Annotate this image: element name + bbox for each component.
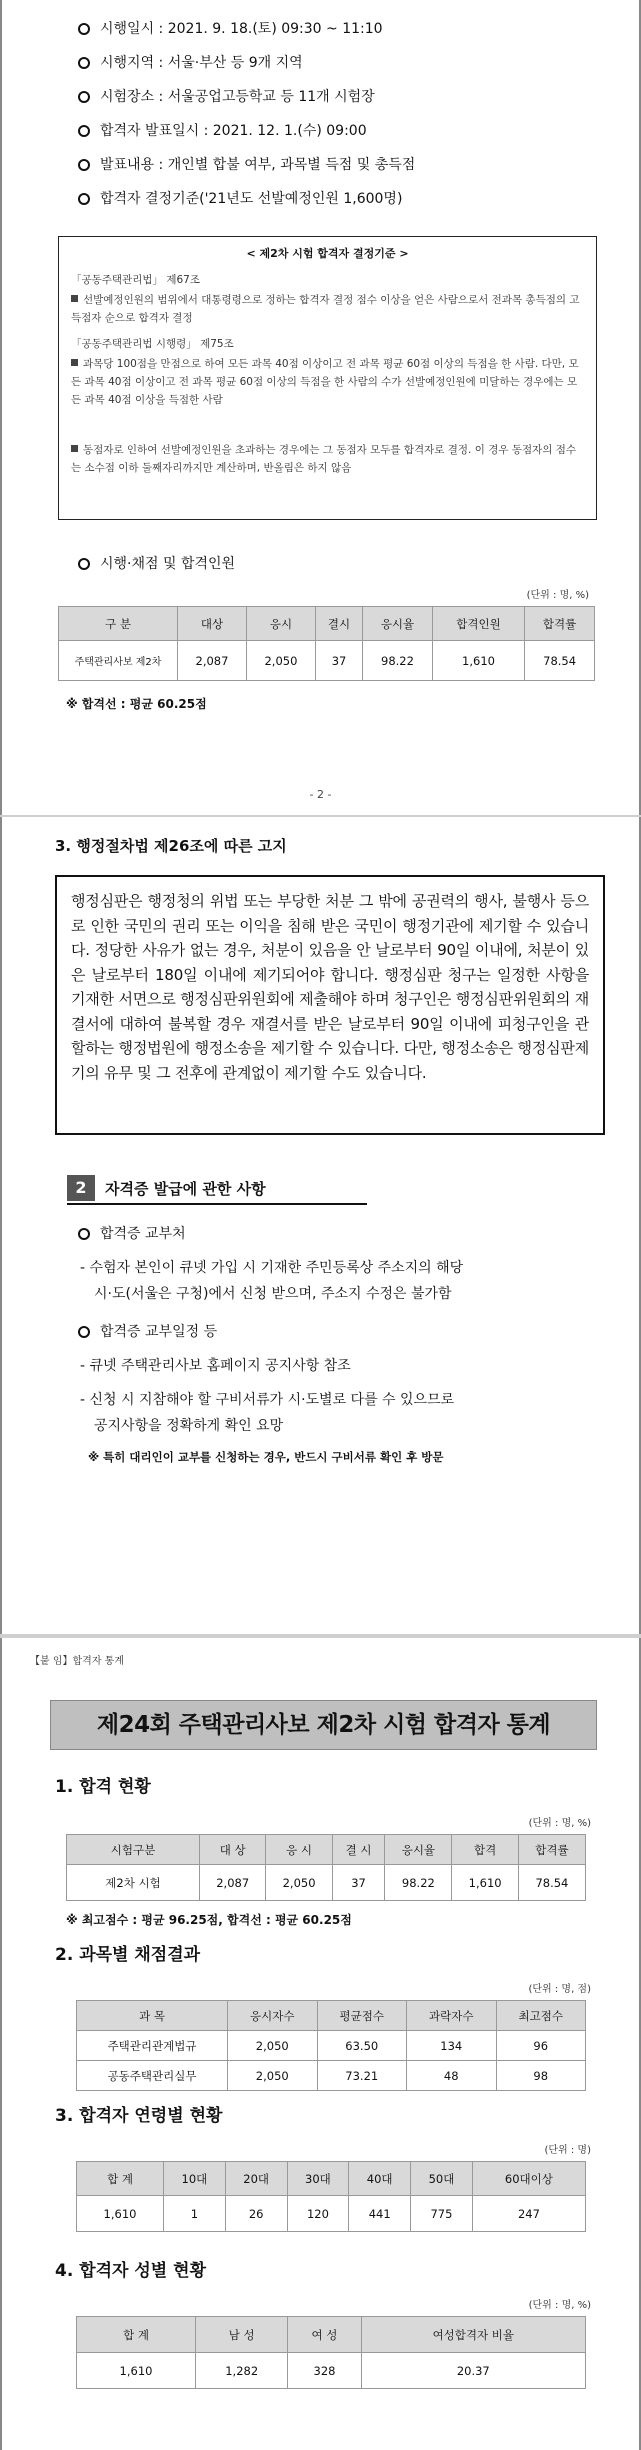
stats-header: 결시 [315, 607, 362, 641]
item-issue-place: 합격증 교부처 [78, 1223, 186, 1243]
document-page-3 [0, 817, 641, 1634]
bullet-pass-criteria: 합격자 결정기준('21년도 선발예정인원 1,600명) [78, 188, 402, 208]
subject-results-table: 과 목 응시자수 평균점수 과락자수 최고점수 주택관리관계법규 2,050 63.50 134 96 공동주택관리실무 2,050 73.21 48 98 [76, 2000, 586, 2091]
circle-bullet-icon [78, 1228, 90, 1240]
criteria-box-title: < 제2차 시험 합격자 결정기준 > [246, 247, 409, 260]
circle-bullet-icon [78, 125, 90, 137]
stats-header: 대상 [178, 607, 247, 641]
stats-header: 구 분 [59, 607, 178, 641]
s1-unit: (단위 : 명, %) [528, 1818, 591, 1829]
stats-table [58, 606, 595, 681]
circle-bullet-icon [78, 57, 90, 69]
stats-header: 응시 [246, 607, 315, 641]
criteria-law2: 「공동주택관리법 시행령」 제75조 [71, 338, 234, 350]
square-bullet-icon [71, 445, 78, 452]
special-note: ※ 특히 대리인이 교부를 신청하는 경우, 반드시 구비서류 확인 후 방문 [88, 1450, 444, 1464]
document-page-2 [0, 0, 641, 815]
circle-bullet-icon [78, 23, 90, 35]
bullet-exam-date: 시행일시 : 2021. 9. 18.(토) 09:30 ~ 11:10 [78, 18, 383, 38]
main-title: 제24회 주택관리사보 제2차 시험 합격자 통계 [50, 1700, 597, 1750]
circle-bullet-icon [78, 558, 90, 570]
circle-bullet-icon [78, 159, 90, 171]
document-page-attachment [0, 1638, 641, 2450]
section2-underline [67, 1203, 367, 1205]
circle-bullet-icon [78, 91, 90, 103]
pass-status-table: 시험구분 대 상 응 시 결 시 응시율 합격 합격률 제2차 시험 2,087 2,050 37 98.22 1,610 78.54 [66, 1834, 586, 1901]
attachment-label: 【붙 임】합격자 통계 [30, 1656, 124, 1667]
s4-title: 4. 합격자 성별 현황 [55, 2261, 206, 2281]
cutoff-note: ※ 합격선 : 평균 60.25점 [66, 697, 207, 711]
square-bullet-icon [71, 359, 78, 366]
s1-note: ※ 최고점수 : 평균 96.25점, 합격선 : 평균 60.25점 [66, 1913, 352, 1927]
table-row: 1,610 1 26 120 441 775 247 [77, 2196, 586, 2232]
pass-criteria-box [58, 236, 597, 520]
issue-schedule-line2b: 공지사항을 정확하게 확인 요망 [94, 1418, 284, 1434]
section-number-badge: 2 [67, 1175, 95, 1201]
age-stats-table: 합 계 10대 20대 30대 40대 50대 60대이상 1,610 1 26 120 441 775 247 [76, 2161, 586, 2232]
circle-bullet-icon [78, 1326, 90, 1338]
s3-unit: (단위 : 명) [544, 2145, 591, 2156]
s2-unit: (단위 : 명, 점) [528, 1984, 591, 1995]
s4-unit: (단위 : 명, %) [528, 2300, 591, 2311]
table-row: 1,610 1,282 328 20.37 [77, 2353, 586, 2389]
table-row: 주택관리관계법규 2,050 63.50 134 96 [77, 2031, 586, 2061]
s1-title: 1. 합격 현황 [55, 1777, 151, 1797]
issue-schedule-line2a: - 신청 시 지참해야 할 구비서류가 시·도별로 다를 수 있으므로 [80, 1392, 455, 1408]
circle-bullet-icon [78, 193, 90, 205]
issue-schedule-line1: - 큐넷 주택관리사보 홈페이지 공지사항 참조 [80, 1358, 351, 1374]
stats-header: 응시율 [363, 607, 433, 641]
bullet-announce-date: 합격자 발표일시 : 2021. 12. 1.(수) 09:00 [78, 120, 367, 140]
administrative-notice-box: 행정심판은 행정청의 위법 또는 부당한 처분 그 밖에 공권력의 행사, 불행사 등으로 인한 국민의 권리 또는 이익을 침해 받은 국민이 행정기관에 제기할 수 있습니다. 정당한 사유가 없는 경우, 처분이 있음을 안 날로부터 90일 이내에, 처분이 있은 날로부터 180일 이내에 제기되어야 합니다. 행정심판 청구는 일정한 사항을 기재한 서면으로 행정심판위원회에 제출해야 하며 청구인은 행정심판위원회의 재결서에 대하여 불복할 경우 재결서를 받은 날로부터 90일 이내에 피청구인을 관할하는 행정법원에 행정소송을 제기할 수 있습니다. 다만, 행정소송은 행정심판제기의 유무 및 그 전후에 관계없이 제기할 수도 있습니다. [55, 875, 605, 1135]
table-row: 제2차 시험 2,087 2,050 37 98.22 1,610 78.54 [67, 1865, 586, 1901]
section3-title: 3. 행정절차법 제26조에 따른 고지 [55, 837, 287, 855]
gender-stats-table: 합 계 남 성 여 성 여성합격자 비율 1,610 1,282 328 20.37 [76, 2316, 586, 2389]
section2-title: 자격증 발급에 관한 사항 [105, 1180, 266, 1198]
s3-title: 3. 합격자 연령별 현황 [55, 2106, 223, 2126]
issue-place-line2: 시·도(서울은 구청)에서 신청 받으며, 주소지 수정은 불가함 [94, 1286, 452, 1302]
square-bullet-icon [71, 295, 78, 302]
stats-header: 합격률 [525, 607, 595, 641]
bullet-exam-region: 시행지역 : 서울·부산 등 9개 지역 [78, 52, 303, 72]
page-number: - 2 - [309, 788, 332, 801]
bullet-announce-content: 발표내용 : 개인별 합불 여부, 과목별 득점 및 총득점 [78, 154, 415, 174]
stats-unit: (단위 : 명, %) [526, 590, 589, 601]
bullet-exam-venue: 시험장소 : 서울공업고등학교 등 11개 시험장 [78, 86, 375, 106]
criteria-law1: 「공동주택관리법」 제67조 [71, 274, 200, 286]
issue-place-line1: - 수험자 본인이 큐넷 가입 시 기재한 주민등록상 주소지의 해당 [80, 1260, 464, 1276]
item-issue-schedule: 합격증 교부일정 등 [78, 1321, 217, 1341]
criteria-law2-item: 과목당 100점을 만점으로 하여 모든 과목 40점 이상이고 전 과목 평균 60점 이상의 득점을 한 사람. 다만, 모든 과목 40점 이상이고 전 과목 평균 60점 이상의 득점을 한 사람의 수가 선발예정인원에 미달하는 경우에는 모든 과목 40점 이상을 득점한 사람 [71, 358, 579, 406]
s2-title: 2. 과목별 채점결과 [55, 1945, 201, 1965]
table-row: 공동주택관리실무 2,050 73.21 48 98 [77, 2061, 586, 2091]
criteria-law2-item2: 동점자로 인하여 선발예정인원을 초과하는 경우에는 그 동점자 모두를 합격자로 결정. 이 경우 동점자의 점수는 소수점 이하 둘째자리까지만 계산하며, 반올림은 하지 않음 [71, 444, 577, 474]
stats-heading: 시행·채점 및 합격인원 [78, 553, 235, 573]
stats-header: 합격인원 [432, 607, 524, 641]
table-row: 주택관리사보 제2차 2,087 2,050 37 98.22 1,610 78.54 [59, 641, 595, 681]
criteria-law1-item: 선발예정인원의 범위에서 대통령령으로 정하는 합격자 결정 점수 이상을 얻은 사람으로서 전과목 총득점의 고득점자 순으로 합격자 결정 [71, 294, 580, 324]
